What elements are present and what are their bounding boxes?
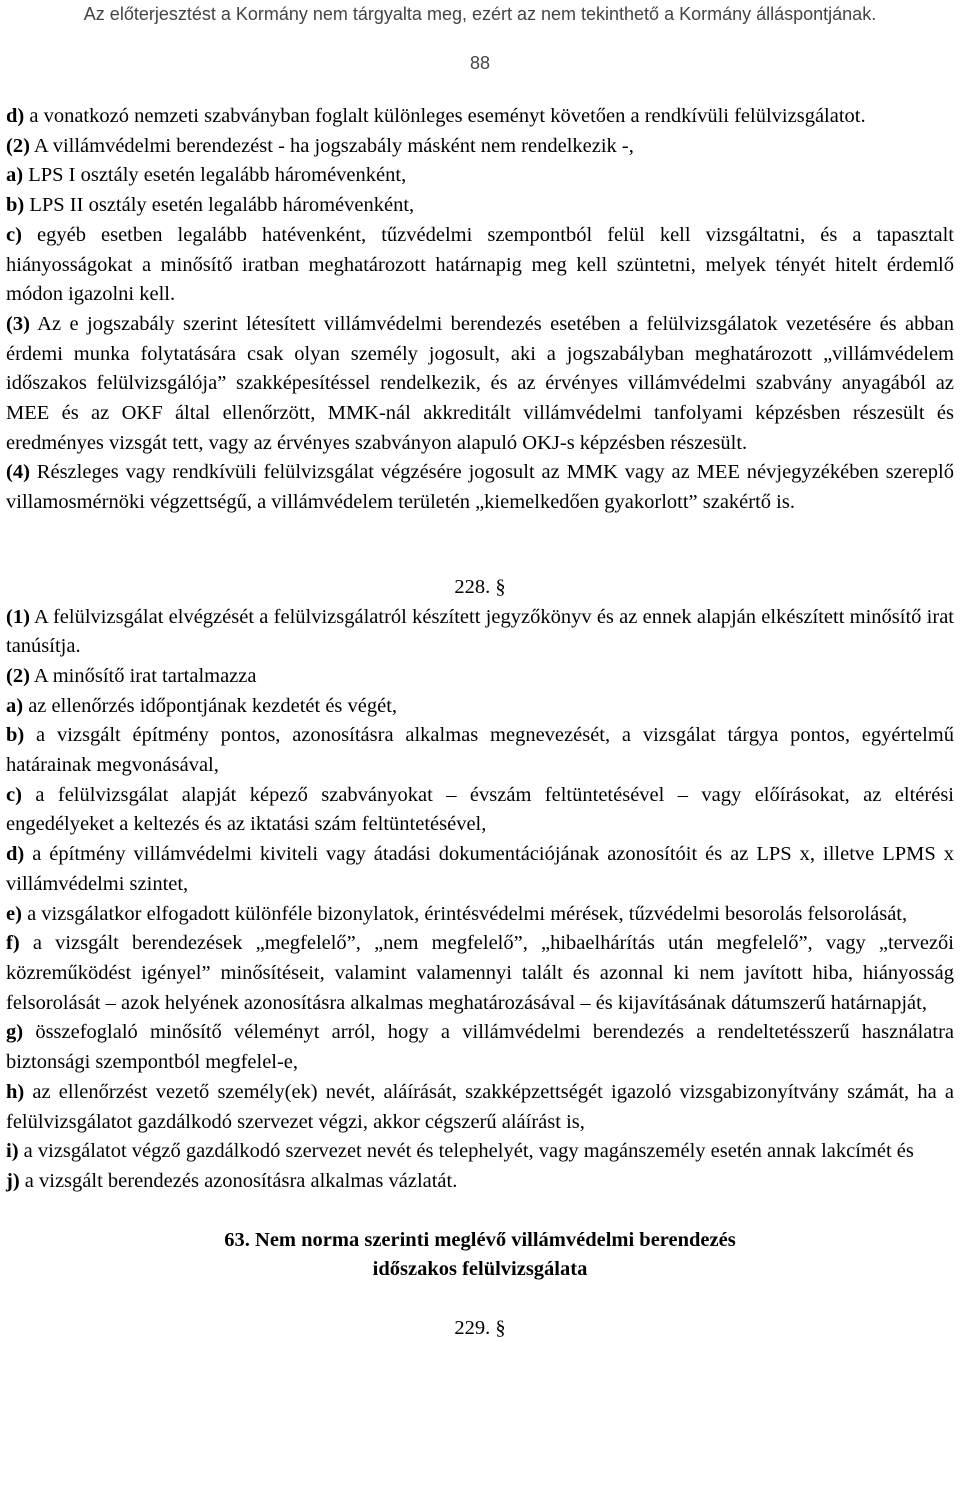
paragraph-p5 xyxy=(6,221,954,310)
paragraph-text: A minősítő irat tartalmazza xyxy=(29,664,257,687)
section-heading-228: 228. § xyxy=(454,575,506,598)
paragraph-text: a vizsgált berendezések „megfelelő”, „nem megfelelő”, „hibaelhárítás után megfelelő”, vagy „tervezői közreműködést igényel” minősítéseit, valamint valamennyi talált és azonnal ki nem javított hiba, hiányosság felsorolását – azok helyének azonosításra alkalmas meghatározásával – és kijavításának dátumszerű határnapját, xyxy=(6,932,954,1014)
paragraph-q8 xyxy=(6,929,954,1018)
paragraph-label: i) xyxy=(6,1140,19,1163)
paragraph-text: egyéb esetben legalább hatévenként, tűzvédelmi szempontból felül kell vizsgáltatni, és a tapasztalt hiányosságokat a minősítő iratban meghatározott határnapig meg kell szüntetni, melyek tényét hitelt érdemlő módon igazolni kell. xyxy=(6,223,954,306)
paragraph-text: a vizsgált berendezés azonosításra alkalmas vázlatát. xyxy=(19,1169,458,1192)
page-header-notice: Az előterjesztést a Kormány nem tárgyalta meg, ezért az nem tekinthető a Kormány álláspontjának. xyxy=(83,4,877,24)
paragraph-text: LPS II osztály esetén legalább háromévenként, xyxy=(24,194,415,217)
paragraph-label: c) xyxy=(6,783,22,806)
paragraph-text: a felülvizsgálat alapját képező szabványokat – évszám feltüntetésével – vagy előírásokat, az eltérési engedélyeket a keltezés és az iktatási szám feltüntetésével, xyxy=(6,783,954,836)
paragraph-label: b) xyxy=(6,194,25,217)
paragraph-q10 xyxy=(6,1078,954,1137)
paragraph-q12 xyxy=(6,1167,954,1197)
page-number: 88 xyxy=(469,53,491,73)
paragraph-label: j) xyxy=(6,1169,20,1192)
paragraph-q4 xyxy=(6,721,954,780)
paragraph-p2 xyxy=(6,132,954,162)
paragraph-group-top xyxy=(6,102,954,518)
document-body xyxy=(6,102,954,1344)
paragraph-q3 xyxy=(6,692,954,722)
paragraph-q6 xyxy=(6,840,954,899)
paragraph-q2 xyxy=(6,662,954,692)
paragraph-p3 xyxy=(6,161,954,191)
paragraph-text: az ellenőrzést vezető személy(ek) nevét, aláírását, szakképzettségét igazoló vizsgabizonyítvány számát, ha a felülvizsgálatot gazdálkodó szervezet végzi, akkor cégszerű aláírást is, xyxy=(6,1080,954,1133)
paragraph-text: az ellenőrzés időpontjának kezdetét és végét, xyxy=(23,694,398,717)
paragraph-label: a) xyxy=(6,164,24,187)
paragraph-group-228 xyxy=(6,603,954,1197)
paragraph-label: (3) xyxy=(6,312,30,335)
paragraph-label: (4) xyxy=(6,461,30,484)
paragraph-text: Az e jogszabály szerint létesített villámvédelmi berendezés esetében a felülvizsgálatok vezetésére és abban érdemi munka folytatására csak olyan személy jogosult, aki a jogszabályban meghatározott „villámvédelem időszakos felülvizsgálója” szakképesítéssel rendelkezik, és az érvényes villámvédelmi szabvány anyagából az MEE és az OKF által ellenőrzött, MMK-nál akkreditált villámvédelmi tanfolyami képzésben részesült és eredményes vizsgát tett, vagy az érvényes szabványon alapuló OKJ-s képzésben részesült. xyxy=(6,312,954,454)
paragraph-label: a) xyxy=(6,694,24,717)
paragraph-label: (1) xyxy=(6,605,30,628)
paragraph-label: c) xyxy=(6,223,22,246)
paragraph-p4 xyxy=(6,191,954,221)
paragraph-label: d) xyxy=(6,105,25,127)
paragraph-q5 xyxy=(6,781,954,840)
paragraph-label: g) xyxy=(6,1021,24,1044)
paragraph-q7 xyxy=(6,900,954,930)
paragraph-text: Részleges vagy rendkívüli felülvizsgálat végzésére jogosult az MMK vagy az MEE névjegyzékében szereplő villamosmérnöki végzettségű, a villámvédelem területén „kiemelkedően gyakorlott” szakértő is. xyxy=(6,461,954,514)
paragraph-text: a vizsgálatot végző gazdálkodó szervezet nevét és telephelyét, vagy magánszemély esetén annak lakcímét és xyxy=(18,1140,914,1163)
paragraph-label: d) xyxy=(6,843,25,866)
paragraph-q11 xyxy=(6,1137,954,1167)
paragraph-label: (2) xyxy=(6,664,30,687)
chapter-title-line2: időszakos felülvizsgálata xyxy=(372,1258,588,1281)
paragraph-text: A felülvizsgálat elvégzését a felülvizsgálatról készített jegyzőkönyv és az ennek alapján elkészített minősítő irat tanúsítja. xyxy=(6,605,954,658)
paragraph-p6 xyxy=(6,310,954,459)
paragraph-p7 xyxy=(6,458,954,517)
paragraph-q1 xyxy=(6,603,954,662)
paragraph-label: h) xyxy=(6,1080,25,1103)
paragraph-q9 xyxy=(6,1018,954,1077)
paragraph-label: (2) xyxy=(6,134,30,157)
paragraph-label: f) xyxy=(6,932,20,955)
paragraph-text: LPS I osztály esetén legalább háromévenként, xyxy=(23,164,407,187)
paragraph-text: a vizsgálatkor elfogadott különféle bizonylatok, érintésvédelmi mérések, tűzvédelmi besorolás felsorolását, xyxy=(21,902,908,925)
chapter-title-line1: 63. Nem norma szerinti meglévő villámvédelmi berendezés xyxy=(224,1228,736,1251)
section-heading-229: 229. § xyxy=(454,1317,506,1340)
paragraph-text: A villámvédelmi berendezést - ha jogszabály másként nem rendelkezik -, xyxy=(29,134,634,157)
chapter-title xyxy=(6,1226,954,1285)
paragraph-text: összefoglaló minősítő véleményt arról, hogy a villámvédelmi berendezés a rendeltetésszerű használatra biztonsági szempontból megfelel-e, xyxy=(6,1021,954,1074)
paragraph-label: e) xyxy=(6,902,22,925)
paragraph-p1 xyxy=(6,102,954,132)
paragraph-text: a építmény villámvédelmi kiviteli vagy átadási dokumentációjának azonosítóit és az LPS x, illetve LPMS x villámvédelmi szintet, xyxy=(6,843,954,895)
paragraph-text: a vonatkozó nemzeti szabványban foglalt különleges eseményt követően a rendkívüli felülvizsgálatot. xyxy=(24,105,866,127)
paragraph-text: a vizsgált építmény pontos, azonosításra alkalmas megnevezését, a vizsgálat tárgya pontos, egyértelmű határainak megvonásával, xyxy=(6,724,954,777)
paragraph-label: b) xyxy=(6,724,25,747)
